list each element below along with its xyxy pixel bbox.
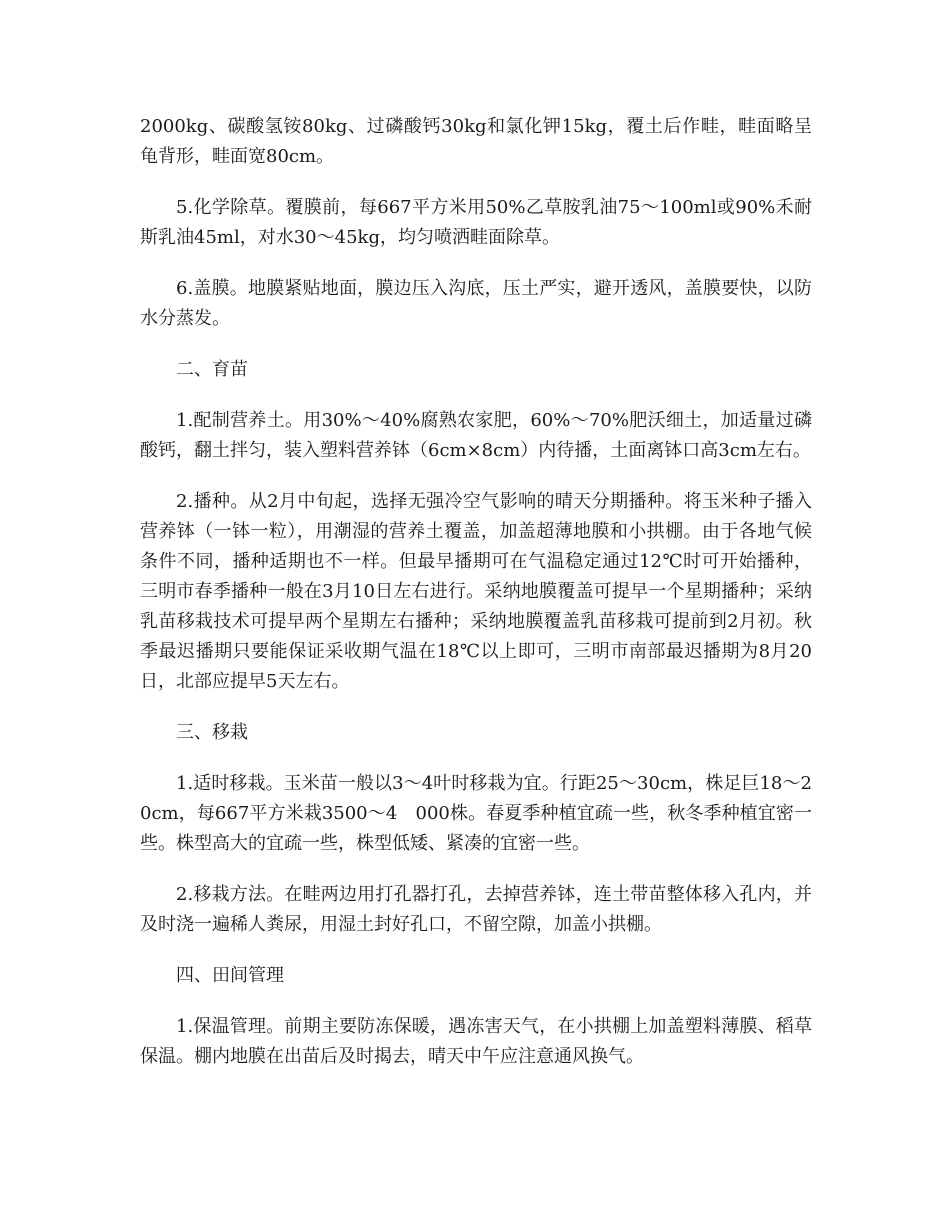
paragraph-transplant-method: 2.移栽方法。在畦两边用打孔器打孔，去掉营养钵，连土带苗整体移入孔内，并及时浇一遍稀人粪尿，用湿土封好孔口，不留空隙，加盖小拱棚。 (140, 884, 812, 935)
paragraph-chemical-weeding: 5.化学除草。覆膜前，每667平方米用50%乙草胺乳油75～100ml或90%禾耐斯乳油45ml，对水30～45kg，均匀喷洒畦面除草。 (140, 197, 812, 248)
section-heading-field-management: 四、田间管理 (176, 965, 284, 986)
document-body (140, 112, 812, 1093)
section-heading-seedling: 二、育苗 (176, 359, 248, 380)
paragraph-fertilizer-continued: 2000kg、碳酸氢铵80kg、过磷酸钙30kg和氯化钾15kg，覆土后作畦，畦面略呈龟背形，畦面宽80cm。 (140, 116, 812, 167)
paragraph-sowing: 2.播种。从2月中旬起，选择无强冷空气影响的晴天分期播种。将玉米种子播入营养钵（一钵一粒），用潮湿的营养土覆盖，加盖超薄地膜和小拱棚。由于各地气候条件不同，播种适期也不一样。但最早播期可在气温稳定通过12℃时可开始播种，三明市春季播种一般在3月10日左右进行。采纳地膜覆盖可提早一个星期播种；采纳乳苗移栽技术可提早两个星期左右播种；采纳地膜覆盖乳苗移栽可提前到2月初。秋季最迟播期只要能保证采收期气温在18℃以上即可，三明市南部最迟播期为8月20日，北部应提早5天左右。 (140, 491, 812, 692)
paragraph-timely-transplant: 1.适时移栽。玉米苗一般以3～4叶时移栽为宜。行距25～30cm，株足巨18～20cm，每667平方米栽3500～4 000株。春夏季种植宜疏一些，秋冬季种植宜密一些。株型高大的宜疏一些，株型低矮、紧凑的宜密一些。 (140, 773, 812, 854)
paragraph-nutrient-soil: 1.配制营养土。用30%～40%腐熟农家肥，60%～70%肥沃细土，加适量过磷酸钙，翻土拌匀，装入塑料营养钵（6cm×8cm）内待播，土面离钵口高3cm左右。 (140, 410, 812, 461)
paragraph-temperature-management: 1.保温管理。前期主要防冻保暖，遇冻害天气，在小拱棚上加盖塑料薄膜、稻草保温。棚内地膜在出苗后及时揭去，晴天中午应注意通风换气。 (140, 1016, 812, 1067)
section-heading-transplanting: 三、移栽 (176, 722, 248, 743)
paragraph-mulching: 6.盖膜。地膜紧贴地面，膜边压入沟底，压土严实，避开透风，盖膜要快，以防水分蒸发。 (140, 278, 812, 329)
